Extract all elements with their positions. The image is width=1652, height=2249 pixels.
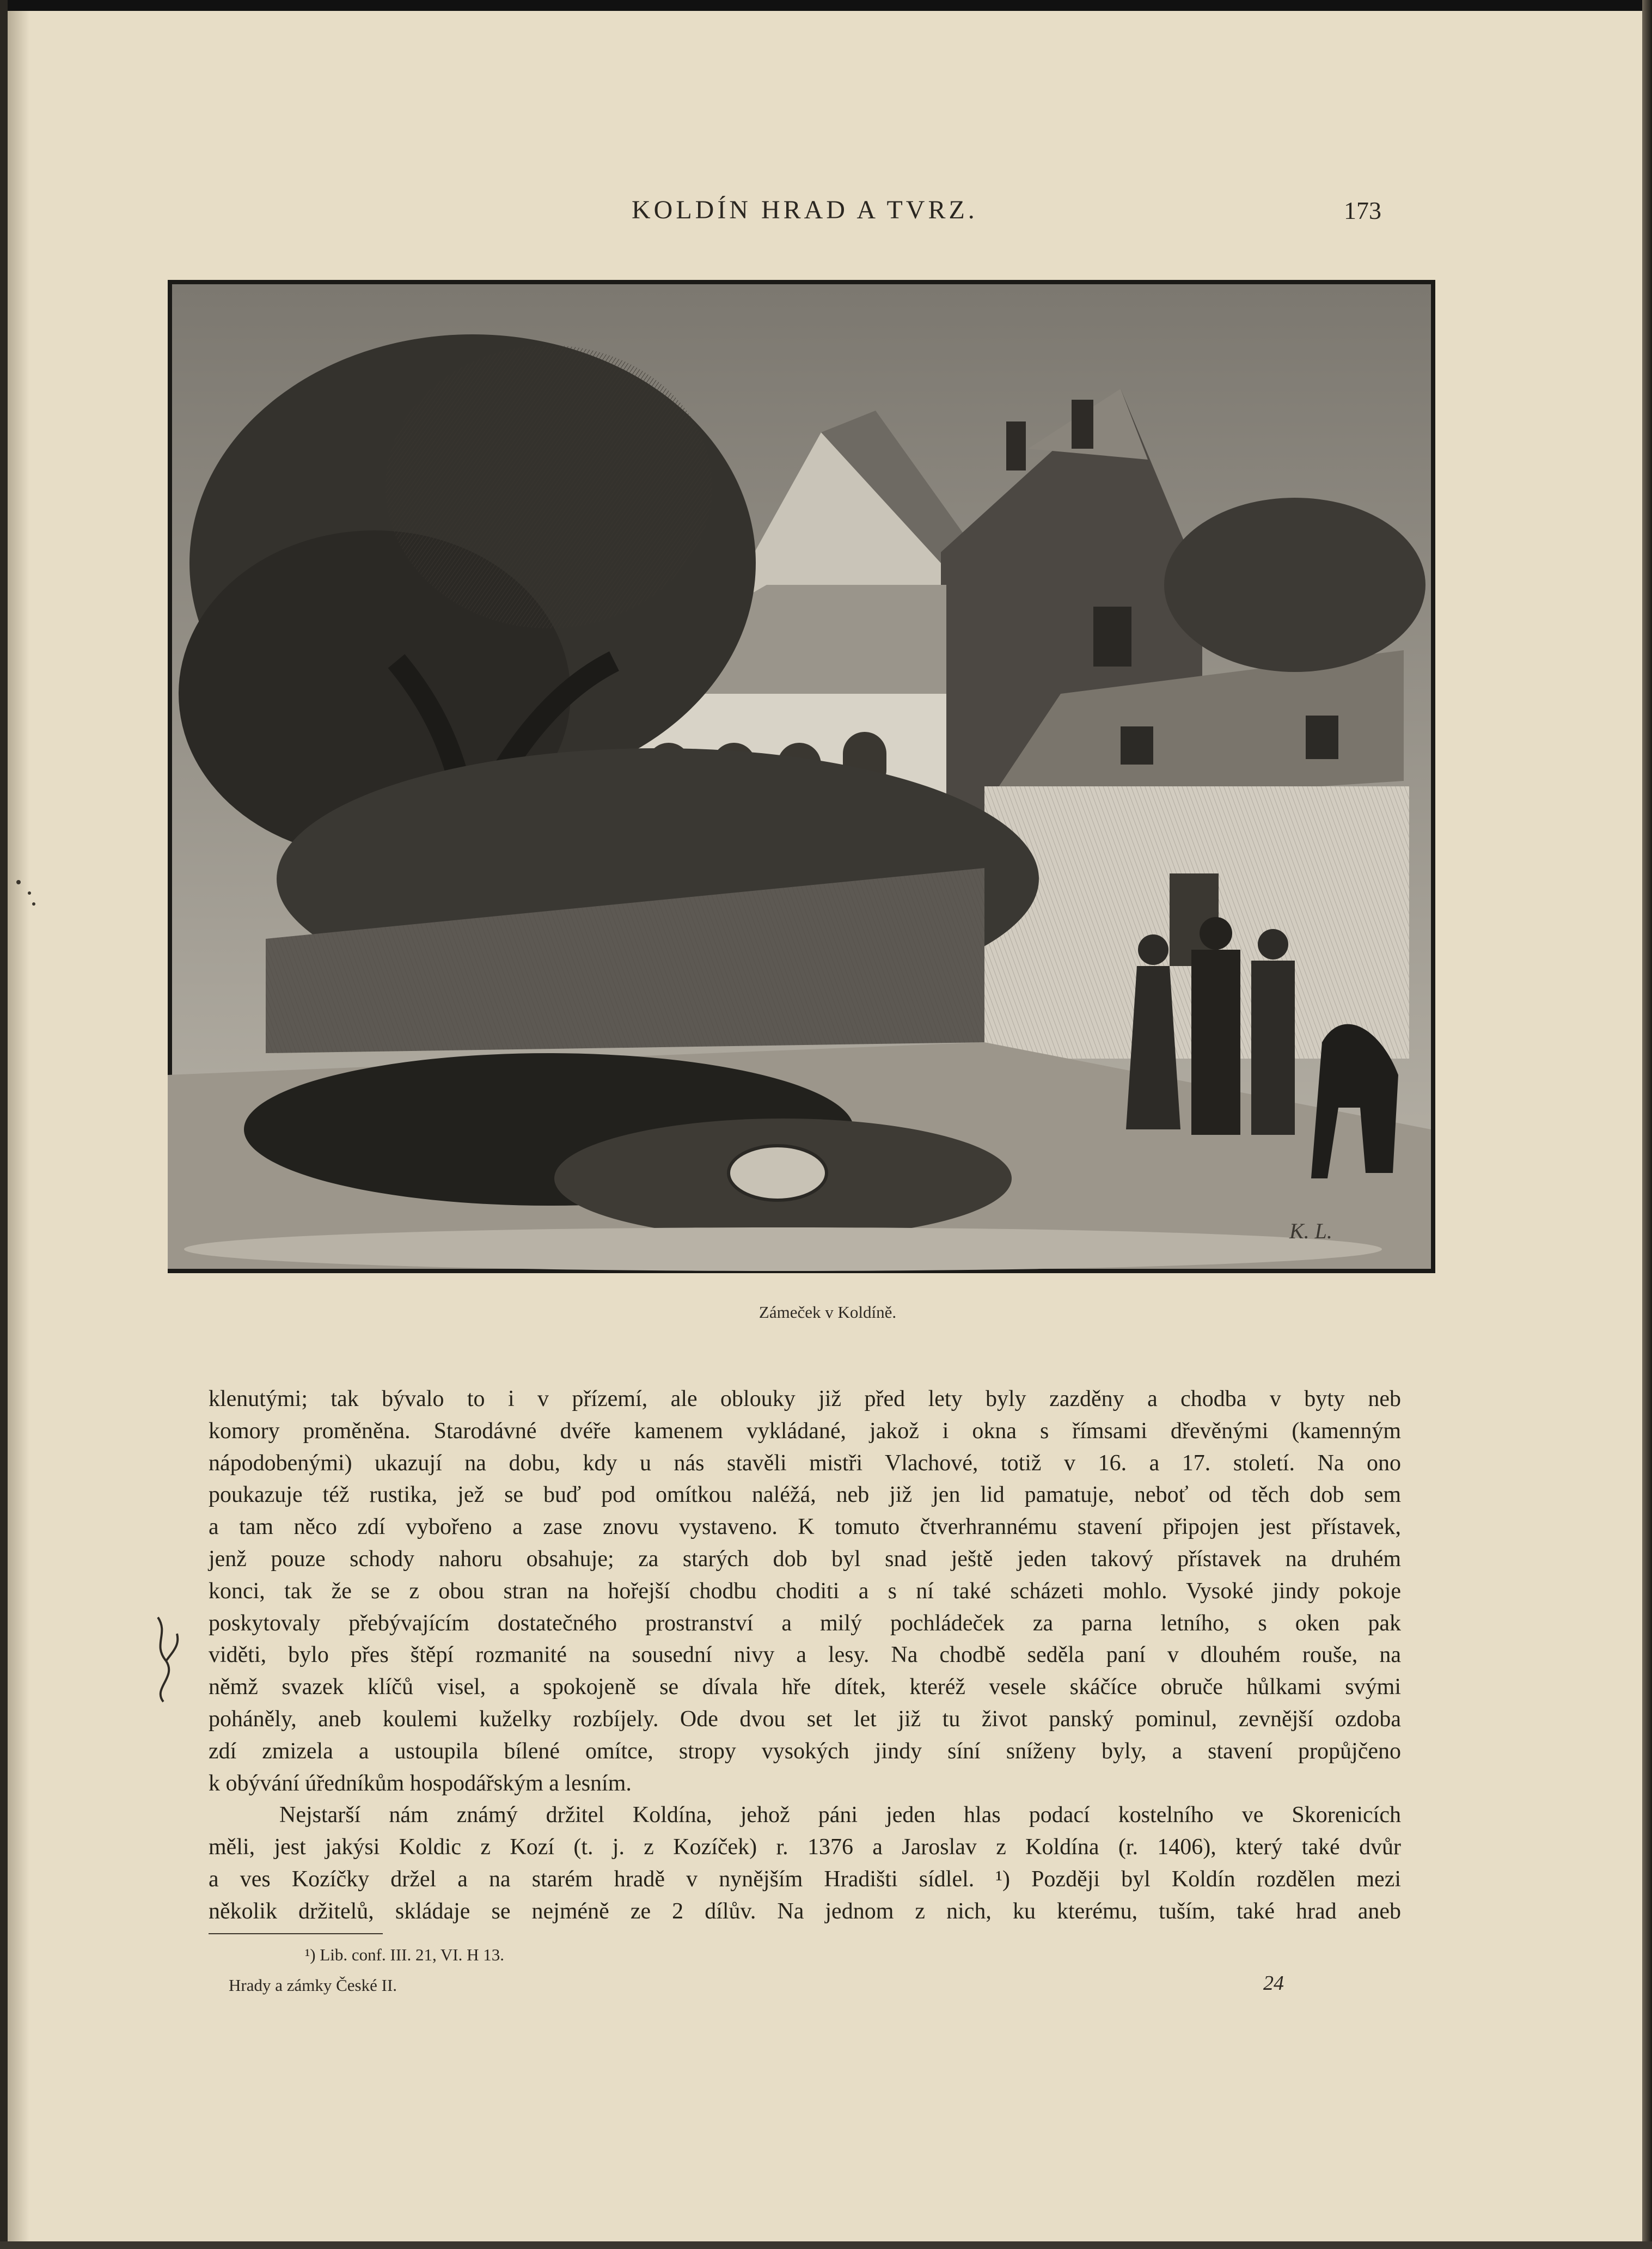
running-title: KOLDÍN HRAD A TVRZ. [632,195,978,224]
illustration-caption: Zámeček v Koldíně. [758,1303,897,1322]
text-line: k obývání úředníkům hospodářským a lesním. [209,1770,632,1796]
artist-signature: K. L. [1289,1219,1332,1243]
footnote: ¹) Lib. conf. III. 21, VI. H 13. [305,1945,505,1964]
footnote-rule [209,1933,383,1934]
engraving-illustration [168,280,1435,1273]
scan-edge-top [0,0,1652,11]
text-line: Nejstarší nám známý držitel Koldína, jehož páni jeden hlas podací kostelního ve Skorenicích [279,1802,1401,1828]
body-text [209,1383,1401,1928]
text-line: klenutými; tak bývalo to i v přízemí, ale oblouky již před lety byly zazděny a chodba v byty neb [209,1386,1401,1411]
margin-pencil-mark [147,1612,191,1704]
book-signature: Hrady a zámky České II. [229,1976,397,1995]
scan-edge-right [1642,0,1652,2249]
signature-mark: 24 [1263,1972,1284,1995]
scan-edge-bottom [0,2241,1652,2249]
text-line: viděti, bylo přes štěpí rozmanité na sousední nivy a lesy. Na chodbě seděla paní v dlouhém rouše, na [209,1642,1401,1668]
scan-edge-left [0,0,8,2249]
text-line: několik držitelů, skládaje se nejméně ze 2 dílův. Na jednom z nich, ku kterému, tuším, také hrad aneb [209,1898,1401,1924]
garden-fence [266,748,1039,1053]
page-number: 173 [1344,197,1381,224]
text-line: zdí zmizela a ustoupila bílené omítce, stropy vysokých jindy síní sníženy byly, a stavení propůjčeno [209,1738,1401,1764]
text-line: poháněly, aneb koulemi kuželky rozbíjely. Ode dvou set let již tu život panský pominul, zevnější ozdoba [209,1706,1401,1732]
text-line: poukazuje též rustika, jež se buď pod omítkou naléžá, neb již jen lid pamatuje, neboť od těch dob sem [209,1482,1401,1508]
text-line: měli, jest jakýsi Koldic z Kozí (t. j. z Kozíček) r. 1376 a Jaroslav z Koldína (r. 1406), který také dvůr [209,1835,1401,1860]
text-line: jenž pouze schody nahoru obsahuje; za starých dob byl snad ještě jeden takový přístavek na druhém [209,1546,1401,1572]
text-line: komory proměněna. Starodávné dvéře kamenem vykládané, jakož i okna s římsami dřevěnými (kamenným [209,1418,1401,1444]
text-line: němž svazek klíčů visel, a spokojeně se dívala hře dítek, kteréž vesele skáčíce obruče hůlkami svými [209,1674,1401,1700]
text-line: a tam něco zdí vybořeno a zase znovu vystaveno. K tomuto čtverhrannému stavení připojen jest přístavek, [209,1514,1401,1540]
margin-specks [8,871,40,1127]
text-line: konci, tak že se z obou stran na hořejší chodbu choditi a s ní také scházeti mohlo. Vysoké jindy pokoje [209,1578,1401,1604]
text-line: poskytovaly přebývajícím dostatečného prostranství a milý pochládeček za parna letního, s oken pak [209,1610,1401,1636]
text-line: nápodobenými) ukazují na dobu, kdy u nás stavěli mistři Vlachové, totiž v 16. a 17. století. Na ono [209,1450,1401,1476]
barrel [729,1146,827,1200]
text-line: a ves Kozíčky držel a na starém hradě v nynějším Hradišti sídlel. ¹) Později byl Koldín rozdělen mezi [209,1866,1401,1892]
